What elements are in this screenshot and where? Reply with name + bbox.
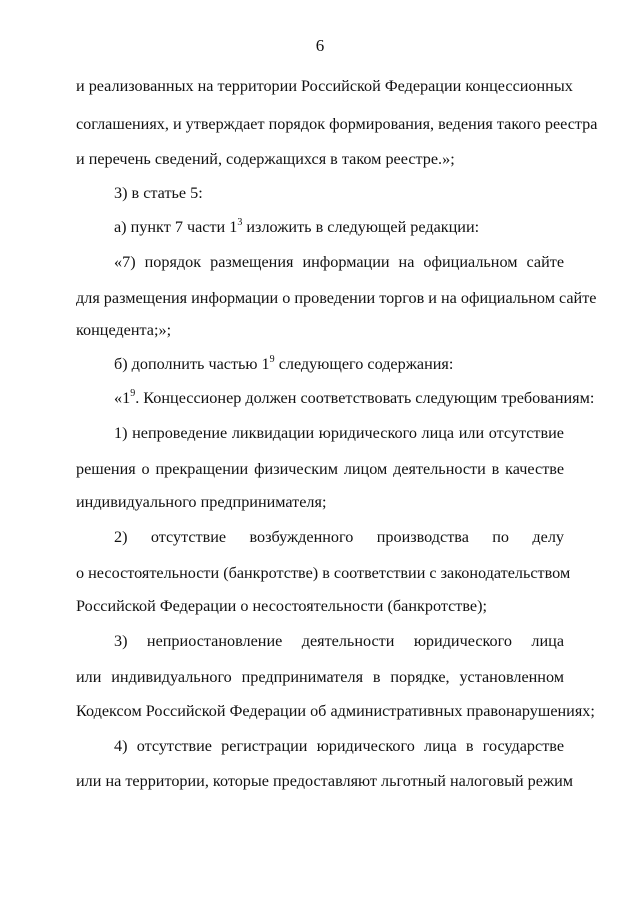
superscript-3: 3 (237, 216, 243, 228)
text-line-2: соглашениях, и утверждает порядок формирования, ведения такого реестра (76, 115, 598, 133)
text-line-13: индивидуального предпринимателя; (76, 493, 327, 511)
text-line-9 (114, 354, 564, 374)
text-line-9-part-b: следующего содержания: (274, 355, 454, 373)
text-line-5-part-a: а) пункт 7 части 1 (114, 218, 238, 236)
page-number: 6 (315, 36, 325, 55)
text-line-10-part-a: «1 (114, 389, 131, 407)
text-line-21: или на территории, которые предоставляют льготный налоговый режим (76, 772, 574, 790)
text-line-10-part-b: . Концессионер должен соответствовать следующим требованиям: (135, 389, 595, 407)
text-line-10 (114, 387, 595, 408)
text-line-4: 3) в статье 5: (114, 184, 203, 202)
text-line-18: или индивидуального предпринимателя в порядке, установленном (76, 668, 564, 686)
text-line-11: 1) непроведение ликвидации юридического лица или отсутствие (114, 424, 564, 442)
text-line-16: Российской Федерации о несостоятельности (банкротстве); (76, 597, 487, 615)
text-line-7: для размещения информации о проведении торгов и на официальном сайте (76, 289, 597, 307)
superscript-9-a: 9 (269, 353, 275, 365)
text-line-5-part-b: изложить в следующей редакции: (242, 218, 480, 236)
text-line-3: и перечень сведений, содержащихся в таком реестре.»; (76, 150, 455, 168)
text-line-15: о несостоятельности (банкротстве) в соответствии с законодательством (76, 564, 571, 582)
text-line-9-part-a: б) дополнить частью 1 (114, 355, 270, 373)
text-line-20: 4) отсутствие регистрации юридического лица в государстве (114, 737, 564, 755)
text-line-6: «7) порядок размещения информации на официальном сайте (114, 253, 564, 271)
text-line-12: решения о прекращении физическим лицом деятельности в качестве (76, 460, 564, 478)
text-line-17: 3) неприостановление деятельности юридического лица (114, 632, 564, 650)
text-line-14: 2) отсутствие возбужденного производства по делу (114, 528, 564, 546)
text-line-1: и реализованных на территории Российской Федерации концессионных (76, 77, 573, 95)
superscript-9-b: 9 (130, 387, 136, 399)
text-line-5 (114, 217, 564, 237)
text-line-19: Кодексом Российской Федерации об административных правонарушениях; (76, 702, 595, 720)
text-line-8: концедента;»; (76, 321, 172, 339)
